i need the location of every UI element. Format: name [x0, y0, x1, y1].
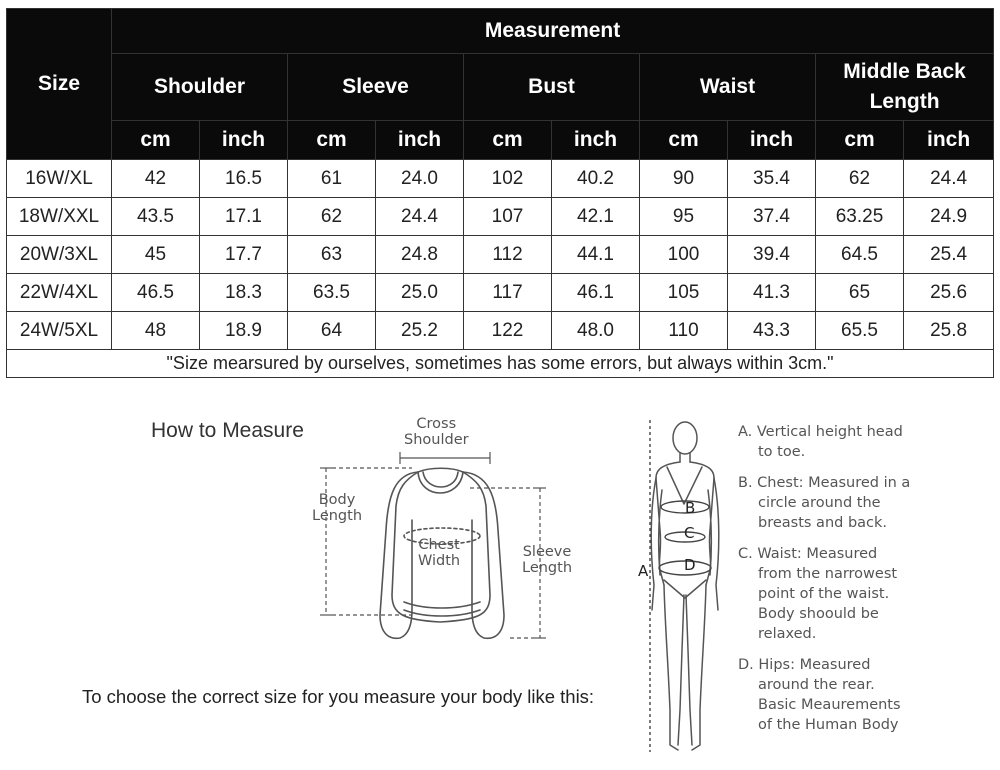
- unit-header: inch: [904, 121, 994, 160]
- legend-b-line2: circle around the: [758, 495, 881, 511]
- chest-label-line1: Chest: [418, 537, 460, 553]
- value-cell: 25.4: [904, 236, 994, 274]
- legend-d-line1: D. Hips: Measured: [738, 657, 871, 673]
- group-header-middle-back-length: [816, 54, 994, 121]
- size-cell: 22W/4XL: [7, 274, 112, 312]
- mbl-line-2: Length: [869, 90, 940, 113]
- value-cell: 46.1: [552, 274, 640, 312]
- value-cell: 64.5: [816, 236, 904, 274]
- measurement-header: Measurement: [112, 9, 994, 54]
- marker-a: A: [638, 562, 649, 580]
- value-cell: 42.1: [552, 198, 640, 236]
- value-cell: 46.5: [112, 274, 200, 312]
- size-cell: 24W/5XL: [7, 312, 112, 350]
- value-cell: 63.5: [288, 274, 376, 312]
- marker-d: D: [684, 556, 696, 574]
- legend-a-line2: to toe.: [758, 444, 806, 460]
- unit-header: cm: [288, 121, 376, 160]
- value-cell: 62: [816, 160, 904, 198]
- legend-c-line3: point of the waist.: [758, 586, 890, 602]
- table-row: [7, 312, 994, 350]
- sleeve-length-label: [522, 544, 572, 576]
- cross-shoulder-label: [404, 416, 469, 448]
- size-chart-table: [6, 8, 994, 378]
- legend-item-d: [738, 655, 938, 735]
- value-cell: 45: [112, 236, 200, 274]
- legend-c-line2: from the narrowest: [758, 566, 898, 582]
- value-cell: 24.4: [376, 198, 464, 236]
- value-cell: 18.3: [200, 274, 288, 312]
- garment-diagram: [300, 410, 580, 655]
- marker-b: B: [685, 499, 696, 517]
- value-cell: 117: [464, 274, 552, 312]
- sleeve-label-line2: Length: [522, 560, 573, 576]
- value-cell: 61: [288, 160, 376, 198]
- measure-instruction: To choose the correct size for you measure your body like this:: [82, 686, 595, 707]
- value-cell: 25.0: [376, 274, 464, 312]
- mbl-line-1: Middle Back: [843, 60, 966, 83]
- body-label-line2: Length: [312, 508, 363, 524]
- unit-header: inch: [376, 121, 464, 160]
- legend-b-line1: B. Chest: Measured in a: [738, 475, 911, 491]
- size-column-header: Size: [7, 9, 112, 160]
- unit-header: cm: [464, 121, 552, 160]
- legend-c-line1: C. Waist: Measured: [738, 546, 878, 562]
- legend-item-c: [738, 544, 938, 644]
- body-length-label: [312, 492, 362, 524]
- size-cell: 18W/XXL: [7, 198, 112, 236]
- value-cell: 25.6: [904, 274, 994, 312]
- value-cell: 105: [640, 274, 728, 312]
- group-header-bust: Bust: [464, 54, 640, 121]
- value-cell: 25.2: [376, 312, 464, 350]
- value-cell: 37.4: [728, 198, 816, 236]
- value-cell: 95: [640, 198, 728, 236]
- legend-d-line2: around the rear.: [758, 677, 875, 693]
- value-cell: 112: [464, 236, 552, 274]
- value-cell: 43.3: [728, 312, 816, 350]
- size-cell: 16W/XL: [7, 160, 112, 198]
- size-cell: 20W/3XL: [7, 236, 112, 274]
- value-cell: 64: [288, 312, 376, 350]
- legend-d-line4: of the Human Body: [758, 717, 899, 733]
- unit-header: inch: [200, 121, 288, 160]
- unit-header: cm: [112, 121, 200, 160]
- unit-header: inch: [552, 121, 640, 160]
- unit-header: cm: [816, 121, 904, 160]
- value-cell: 65.5: [816, 312, 904, 350]
- legend-item-a: [738, 422, 938, 462]
- value-cell: 48: [112, 312, 200, 350]
- value-cell: 62: [288, 198, 376, 236]
- value-cell: 43.5: [112, 198, 200, 236]
- value-cell: 63: [288, 236, 376, 274]
- table-note: "Size mearsured by ourselves, sometimes has some errors, but always within 3cm.": [7, 350, 994, 378]
- table-row: [7, 160, 994, 198]
- chest-width-label: [418, 537, 460, 569]
- value-cell: 25.8: [904, 312, 994, 350]
- body-label-line1: Body: [318, 492, 356, 508]
- body-figure: [620, 410, 740, 770]
- value-cell: 90: [640, 160, 728, 198]
- group-header-sleeve: Sleeve: [288, 54, 464, 121]
- measure-legend: [738, 422, 938, 746]
- cross-label-line1: Cross: [416, 416, 457, 432]
- unit-header: inch: [728, 121, 816, 160]
- chest-label-line2: Width: [418, 553, 461, 569]
- legend-b-line3: breasts and back.: [758, 515, 888, 531]
- legend-item-b: [738, 473, 938, 533]
- value-cell: 122: [464, 312, 552, 350]
- value-cell: 24.0: [376, 160, 464, 198]
- value-cell: 102: [464, 160, 552, 198]
- value-cell: 40.2: [552, 160, 640, 198]
- value-cell: 107: [464, 198, 552, 236]
- unit-header: cm: [640, 121, 728, 160]
- how-to-measure-title: How to Measure: [151, 419, 304, 442]
- value-cell: 41.3: [728, 274, 816, 312]
- table-row: [7, 274, 994, 312]
- value-cell: 63.25: [816, 198, 904, 236]
- value-cell: 24.4: [904, 160, 994, 198]
- table-row: [7, 198, 994, 236]
- value-cell: 35.4: [728, 160, 816, 198]
- legend-d-line3: Basic Meaurements: [758, 697, 901, 713]
- human-body-illustration: [620, 410, 740, 765]
- value-cell: 24.8: [376, 236, 464, 274]
- value-cell: 42: [112, 160, 200, 198]
- value-cell: 17.1: [200, 198, 288, 236]
- group-header-waist: Waist: [640, 54, 816, 121]
- value-cell: 16.5: [200, 160, 288, 198]
- table-row: [7, 236, 994, 274]
- value-cell: 44.1: [552, 236, 640, 274]
- value-cell: 65: [816, 274, 904, 312]
- value-cell: 100: [640, 236, 728, 274]
- legend-a-line1: A. Vertical height head: [738, 424, 903, 440]
- sleeve-label-line1: Sleeve: [522, 544, 572, 560]
- value-cell: 110: [640, 312, 728, 350]
- value-cell: 18.9: [200, 312, 288, 350]
- cross-label-line2: Shoulder: [404, 432, 469, 448]
- legend-c-line5: relaxed.: [758, 626, 817, 642]
- value-cell: 17.7: [200, 236, 288, 274]
- legend-c-line4: Body shoould be: [758, 606, 879, 622]
- marker-c: C: [684, 524, 695, 542]
- value-cell: 39.4: [728, 236, 816, 274]
- value-cell: 48.0: [552, 312, 640, 350]
- value-cell: 24.9: [904, 198, 994, 236]
- group-header-shoulder: Shoulder: [112, 54, 288, 121]
